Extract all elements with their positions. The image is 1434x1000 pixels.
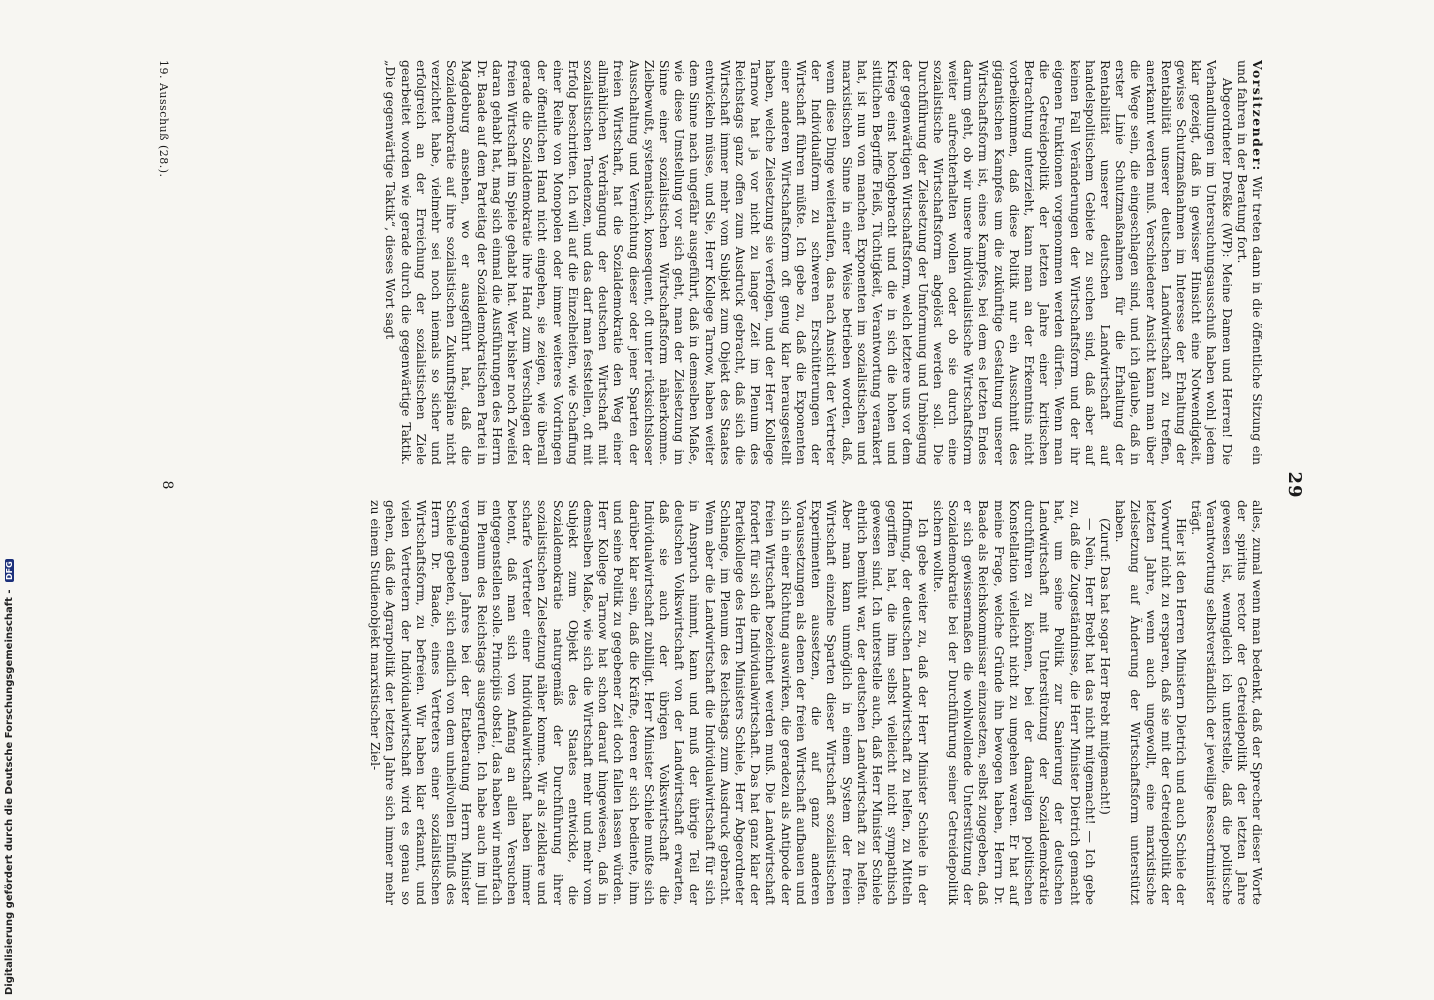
speaker-label: Vorsitzender: (1250, 60, 1265, 172)
paragraph (368, 500, 931, 905)
paragraph (931, 500, 1098, 905)
paragraph-text: Wir treten dann in die öffentliche Sitzung ein und fahren in der Beratung fort. (1234, 60, 1265, 465)
paragraph-text: alles, zumal wenn man bedenkt, daß der Sprecher dieser Worte der spiritus rector der Getreidepolitik der letzten Jahre gewesen ist, wenngleich ich unterstelle, daß die politische Verantwortung selbstverständlich der jeweilige Ressortminister trägt. (1189, 500, 1265, 905)
paragraph-text: Abgeordneter Dreßke (WP): Meine Damen und Herren! Die Verhandlungen im Untersuchungsausschuß haben wohl jedem klar gezeigt, daß in gewisser Hinsicht eine Notwendigkeit, gewisse Schutzmaßnahmen im Interesse der Erhaltung der Rentabilität unserer deutschen Landwirtschaft zu treffen, anerkannt werden muß. Verschiedener Ansicht kann man über die Wege sein, die eingeschlagen sind, und ich glaube, daß in erster Linie Schutzmaßnahmen für die Erhaltung der Rentabilität unserer deutschen Landwirtschaft auf handelspolitischem Gebiete zu suchen sind, daß aber auf keinen Fall Veränderungen der Wirtschaftsform und der ihr eigenen Funktionen vorgenommen werden dürfen. Wenn man die Getreidepolitik der letzten Jahre einer kritischen Betrachtung unterzieht, kann man an der Erkenntnis nicht vorbeikommen, daß diese Politik nur ein Ausschnitt des gigantischen Kampfes um die zukünftige Gestaltung unserer Wirtschaftsform ist, eines Kampfes, bei dem es letzten Endes darum geht, ob wir unsere individualistische Wirtschaftsform weiter aufrechterhalten wollen oder ob sie durch eine sozialistische Wirtschaftsform abgelöst werden soll. Die Durchführung der Zielsetzung der Umformung und Umbiegung der gegenwärtigen Wirtschaftsform, welch letztere uns vor dem Kriege einst hochgebracht und die in sich die hohen und sittlichen Begriffe Fleiß, Tüchtigkeit, Verantwortung verankert hat, ist nun von manchen Exponenten im sozialistischen und marxistischen Sinne in einer Weise betrieben worden, daß, wenn diese Dinge weiterlaufen, das nach Ansicht der Vertreter der Individualform zu schweren Erschütterungen der Wirtschaft führen müßte. Ich gebe zu, daß die Exponenten einer anderen Wirtschaftsform oft genug klar herausgestellt haben, welche Zielsetzung sie verfolgen, und der Herr Kollege Tarnow hat ja vor nicht zu langer Zeit im Plenum des Reichstags ganz offen zum Ausdruck gebracht, daß sich die Wirtschaft immer mehr vom Subjekt zum Objekt des Staates entwickeln müsse, und Sie, Herr Kollege Tarnow, haben weiter dem Sinne nach ungefähr ausgeführt, daß in demselben Maße, wie diese Umstellung vor sich geht, man der Zielsetzung im Sinne einer sozialistischen Wirtschaftsform näherkomme. Zielbewußt, systematisch, konsequent, oft unter rücksichtsloser Ausschaltung und Vernichtung dieser oder jener Sparten der freien Wirtschaft, hat die Sozialdemokratie den Weg einer allmählichen Verdrängung der deutschen Wirtschaft mit sozialistischen Tendenzen, und das darf man feststellen, oft mit Erfolg beschritten. Ich will auf die Einzelheiten, wie Schaffung einer Reihe von Monopolen oder immer weiteres Vordringen der öffentlichen Hand nicht eingehen, sie zeigen, wie überall gerade die Sozialdemokratie ihre Hand zum Verschlagen der freien Wirtschaft im Spiele gehabt hat. Wer bisher noch Zweifel daran gehabt hat, mag sich einmal die Ausführungen des Herrn Dr. Baade auf dem Parteitag der Sozialdemokratischen Partei in Magdeburg ansehen, wo er ausgeführt hat, daß die Sozialdemokratie auf ihre sozialistischen Zukunftspläne nicht verzichtet habe, vielmehr sei noch niemals so sicher und erfolgreich an der Erreichung der sozialistischen Ziele gearbeitet worden wie gerade durch die gegenwärtige Taktik. „Die gegenwärtige Taktik“, dieses Wort sagt (383, 60, 1235, 465)
paragraph (1235, 60, 1265, 465)
footer-signature: 19. Ausschuß (28.). (157, 60, 170, 178)
paragraph-text: (Zuruf: Das hat sogar Herr Brebt mitgemacht!) (1097, 518, 1113, 815)
rotated-page-content (145, 60, 1305, 910)
dfg-logo: DFG (5, 561, 14, 580)
paragraph-text: Hier ist den Herren Ministern Dietrich und auch Schiele der Vorwurf nicht zu ersparen, daß sie mit der Getreidepolitik der letzten Jahre, wenn auch ungewollt, eine marxistische Zielsetzung auf Änderung der Wirtschaftsform unterstützt haben. (1113, 500, 1189, 905)
digitization-credit-text: Digitalisierung gefördert durch die Deutsche Forschungsgemeinschaft - (4, 589, 15, 995)
paragraph (1189, 500, 1265, 905)
footer-sheet-number: 8 (159, 480, 175, 490)
paragraph (1098, 500, 1113, 905)
document-page (145, 60, 1305, 910)
right-text-column (368, 500, 1265, 905)
digitization-credit (4, 561, 20, 995)
paragraph-text: — Nein, Herr Brebt hat das nicht mitgemacht! — Ich gebe zu, daß die Zugeständnisse, die Herr Minister Dietrich gemacht hat, um seine Politik zur Sanierung der deutschen Landwirtschaft mit Unterstützung der Sozialdemokratie durchführen zu können, bei der damaligen politischen Konstellation vielleicht nicht zu umgehen waren. Er hat auf meine Frage, welche Gründe ihn bewogen haben, Herrn Dr. Baade als Reichskommissar einzusetzen, selbst zugegeben, daß er sich gewissermaßen die wohlwollende Unterstützung der Sozialdemokratie bei der Durchführung seiner Getreidepolitik sichern wollte. (930, 500, 1098, 905)
paragraph (1113, 500, 1189, 905)
paragraph-text: Ich gebe weiter zu, daß der Herr Minister Schiele in der Hoffnung, der deutschen Landwirtschaft zu helfen, zu Mitteln gegriffen hat, die ihm selbst vielleicht nicht sympathisch gewesen sind. Ich unterstelle auch, daß Herr Minister Schiele ehrlich bemüht war, der deutschen Landwirtschaft zu helfen. Aber man kann unmöglich in einem System der freien Wirtschaft einzelne Sparten dieser Wirtschaft sozialistischen Experimenten aussetzen, die auf ganz anderen Voraussetzungen als denen der freien Wirtschaft aufbauen und sich in einer Richtung auswirken, die geradezu als Antipode der freien Wirtschaft bezeichnet werden muß. Die Landwirtschaft fordert für sich die Individualwirtschaft. Das hat ganz klar der Parteikollege des Herrn Ministers Schiele, Herr Abgeordneter Schlange, im Plenum des Reichstags zum Ausdruck gebracht. Wenn aber die Landwirtschaft die Individualwirtschaft für sich in Anspruch nimmt, kann und muß der übrige Teil der deutschen Volkswirtschaft von der Landwirtschaft erwarten, daß sie auch der übrigen Volkswirtschaft die Individualwirtschaft zubilligt. Herr Minister Schiele mußte sich darüber klar sein, daß die Kräfte, deren er sich bediente, ihm und seine Politik zu gegebener Zeit doch fallen lassen würden. Herr Kollege Tarnow hat schon darauf hingewiesen, daß in demselben Maße, wie sich die Wirtschaft mehr und mehr vom Subjekt zum Objekt des Staates entwickle, die Sozialdemokratie naturgemäß der Durchführung ihrer sozialistischen Zielsetzung näher komme. Wir als zielklare und scharfe Vertreter einer Individualwirtschaft haben immer betont, daß man sich von Anfang an allen Versuchen entgegenstellen solle. Principiis obsta!, das haben wir mehrfach im Plenum des Reichstags ausgerufen. Ich habe auch im Juli vergangenen Jahres bei der Etatberatung Herrn Minister Schiele gebeten, sich endlich von dem unheilvollen Einfluß des Herrn Dr. Baade, eines Vertreters einer sozialistischen Wirtschaftsform, zu befreien. Wir haben klar erkannt, und vielen Vertretern der Individualwirtschaft wird es genau so gehen, daß die Agrarpolitik der letzten Jahre sich immer mehr zu einem Studienobjekt marxistischer Ziel- (368, 500, 931, 905)
page-number: 29 (1284, 471, 1305, 499)
paragraph (383, 60, 1234, 465)
left-text-column (383, 60, 1265, 465)
